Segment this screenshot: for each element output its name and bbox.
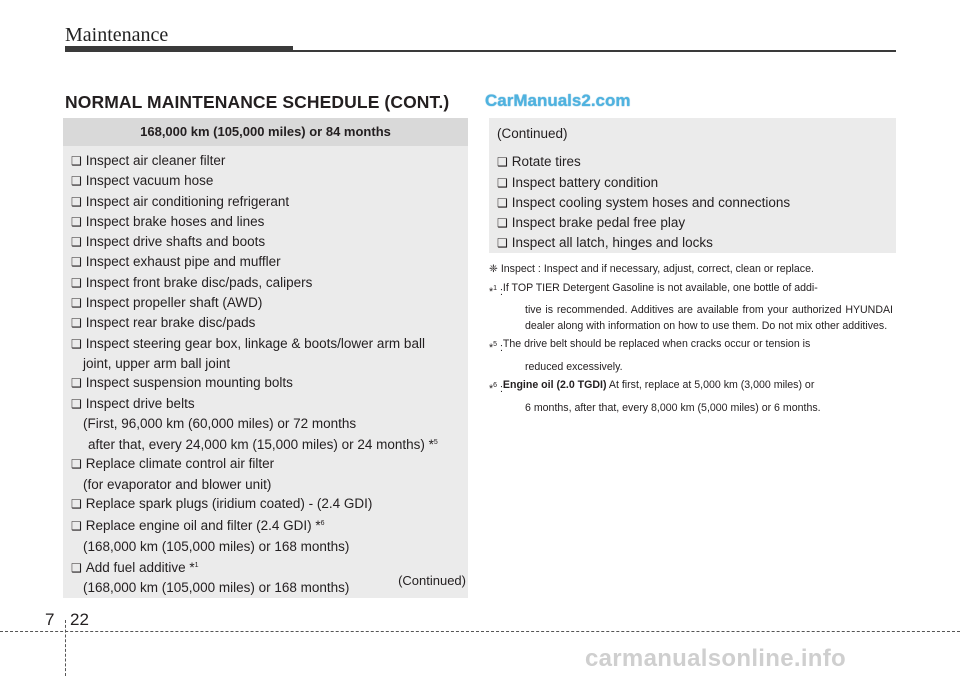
list-item-detail: (168,000 km (105,000 miles) or 168 months) — [83, 538, 350, 554]
list-item-detail: (for evaporator and blower unit) — [83, 476, 272, 492]
list-item: ❑ Replace climate control air filter — [71, 456, 275, 472]
list-item: ❑ Inspect vacuum hose — [71, 173, 214, 189]
checkbox-icon: ❑ — [71, 194, 82, 209]
chapter-number: 7 — [45, 610, 55, 629]
continued-label: (Continued) — [398, 573, 466, 588]
list-item: ❑ Inspect battery condition — [497, 174, 659, 190]
footnote-ref: 5 — [433, 439, 438, 447]
footnote-ref: 1 — [194, 561, 199, 569]
footnotes — [489, 262, 893, 416]
checkbox-icon: ❑ — [497, 175, 508, 190]
note-5-continuation: reduced excessively. — [525, 360, 623, 373]
note-5: *$^5$ : The drive belt should be replaced when cracks occur or tension is — [489, 338, 811, 354]
checkbox-icon: ❑ — [71, 396, 82, 411]
left-schedule-panel — [63, 118, 468, 598]
header-bar-thin — [293, 50, 896, 52]
left-panel-heading: 168,000 km (105,000 miles) or 84 months — [63, 118, 468, 146]
list-item: ❑ Inspect front brake disc/pads, calipers — [71, 274, 313, 290]
list-item: ❑ Inspect drive belts — [71, 395, 195, 411]
list-item: ❑ Inspect air cleaner filter — [71, 153, 226, 168]
page-number: 22 — [70, 610, 89, 629]
footer-vertical-divider — [65, 620, 66, 676]
checkbox-icon: ❑ — [497, 216, 508, 231]
section-title: NORMAL MAINTENANCE SCHEDULE (CONT.) — [65, 92, 450, 112]
note-1-continuation: tive is recommended. Additives are available from your authorized HYUNDAI dealer along with information on how to use them. Do not mix other additives. — [525, 304, 893, 332]
checkbox-icon: ❑ — [71, 174, 82, 189]
checkbox-icon: ❑ — [497, 195, 508, 210]
note-6-continuation: 6 months, after that, every 8,000 km (5,000 miles) or 6 months. — [525, 401, 821, 414]
list-item: ❑ Inspect brake hoses and lines — [71, 213, 265, 229]
list-item: ❑ Inspect suspension mounting bolts — [71, 375, 293, 391]
checkbox-icon: ❑ — [71, 235, 82, 250]
list-item: ❑ Inspect drive shafts and boots — [71, 234, 266, 250]
checkbox-icon: ❑ — [71, 214, 82, 229]
checkbox-icon: ❑ — [71, 560, 82, 575]
list-item: ❑ Inspect exhaust pipe and muffler — [71, 254, 281, 270]
checkbox-icon: ❑ — [497, 236, 508, 251]
continued-label: (Continued) — [497, 126, 568, 141]
list-item: ❑ Inspect propeller shaft (AWD) — [71, 295, 263, 311]
checkbox-icon: ❑ — [71, 255, 82, 270]
checkbox-icon: ❑ — [71, 376, 82, 391]
list-item: ❑ Inspect air conditioning refrigerant — [71, 193, 290, 209]
right-schedule-panel — [489, 118, 896, 253]
list-item: ❑ Inspect cooling system hoses and connections — [497, 194, 791, 210]
list-item: ❑ Replace engine oil and filter (2.4 GDI) *$^6$ — [71, 518, 325, 534]
right-checklist — [489, 118, 896, 254]
checkbox-icon: ❑ — [71, 519, 82, 534]
list-item: ❑ Inspect brake pedal free play — [497, 215, 686, 231]
checkbox-icon: ❑ — [71, 275, 82, 290]
list-item: ❑ Inspect steering gear box, linkage & boots/lower arm ball — [71, 335, 425, 351]
list-item: ❑ Inspect rear brake disc/pads — [71, 315, 256, 331]
checkbox-icon: ❑ — [497, 155, 508, 170]
checkbox-icon: ❑ — [71, 154, 82, 168]
checkbox-icon: ❑ — [71, 336, 82, 351]
list-item-detail: after that, every 24,000 km (15,000 miles) or 24 months) *$^5$ — [88, 437, 438, 453]
checkbox-icon: ❑ — [71, 457, 82, 472]
list-item: ❑ Rotate tires — [497, 154, 581, 170]
list-item-detail: (First, 96,000 km (60,000 miles) or 72 months — [83, 415, 357, 431]
watermark-logo: CarManuals2.com — [485, 91, 631, 110]
list-item: ❑ Replace spark plugs (iridium coated) - (2.4 GDI) — [71, 496, 373, 512]
footnote-ref: 6 — [320, 520, 325, 528]
site-watermark: carmanualsonline.info — [585, 645, 847, 672]
note-inspect: ❈ Inspect : Inspect and if necessary, adjust, correct, clean or replace. — [489, 263, 814, 275]
header-bar-thick — [65, 46, 293, 52]
page-header-title: Maintenance — [65, 24, 169, 46]
left-checklist — [63, 146, 468, 598]
checkbox-icon: ❑ — [71, 296, 82, 311]
list-item: ❑ Add fuel additive *$^1$ — [71, 559, 199, 575]
list-item-detail: (168,000 km (105,000 miles) or 168 months) — [83, 580, 350, 596]
checkbox-icon: ❑ — [71, 316, 82, 331]
list-item: ❑ Inspect all latch, hinges and locks — [497, 235, 713, 251]
note-1: *$^1$ : If TOP TIER Detergent Gasoline is not available, one bottle of addi- — [489, 281, 818, 298]
note-6: *$^6$ : Engine oil (2.0 TGDI) At first, replace at 5,000 km (3,000 miles) or — [489, 379, 815, 395]
footer-divider — [0, 631, 960, 632]
list-item-continuation: joint, upper arm ball joint — [83, 355, 231, 371]
checkbox-icon: ❑ — [71, 497, 82, 512]
